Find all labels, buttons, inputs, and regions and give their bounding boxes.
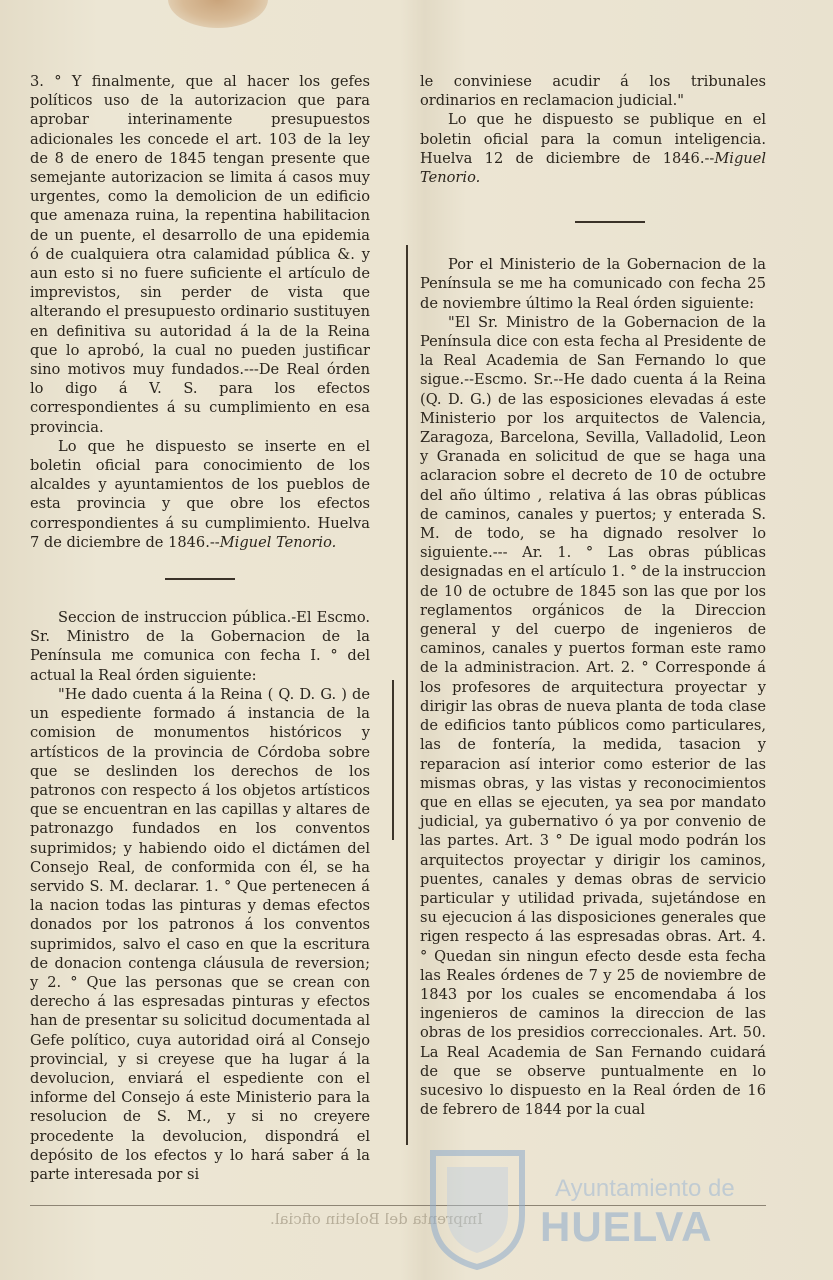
left-paragraph-2-text: Lo que he dispuesto se inserte en el boletin oficial para conocimiento de los alcaldes y ayuntamientos de los pueblos de esta provincia y que obre los efectos correspondientes á su cumplimiento. Huelva 7 de diciembre de 1846.-- bbox=[30, 437, 370, 551]
left-paragraph-4: "He dado cuenta á la Reina ( Q. D. G. ) de un espediente formado á instancia de la comision de monumentos históricos y artísticos de la provincia de Córdoba sobre que se deslinden los derechos de los patronos con respecto á los objetos artísticos que se encuentran en las capillas y altares de patronazgo fundados en los conventos suprimidos; y habiendo oido el dictámen del Consejo Real, de conformida con él, se ha servido S. M. declarar. 1. ° Que pertenecen á la nacion todas las pinturas y demas efectos donados por los patronos á los conventos suprimidos, salvo el caso en que la escritura de donacion contenga cláusula de reversion; y 2. ° Que las personas que se crean con derecho á las espresadas pinturas y efectos han de presentar su solicitud documentada al Gefe político, cuya autoridad oirá al Consejo provincial, y si creyese que ha lugar á la devolucion, enviará el espediente con el informe del Consejo á este Ministerio para la resolucion de S. M., y si no creyere procedente la devolucion, dispondrá el depósito de los efectos y lo hará saber á la parte interesada por si bbox=[30, 685, 370, 1183]
right-paragraph-4: "El Sr. Ministro de la Gobernacion de la Península dice con esta fecha al Presidente de la Real Academia de San Fernando lo que sigue.--Escmo. Sr.--He dado cuenta á la Reina (Q. D. G.) de las esposiciones elevadas á este Ministerio por los arquitectos de Valencia, Zaragoza, Barcelona, Sevilla, Valladolid, Leon y Granada en solicitud de que se haga una aclaracion sobre el decreto de 10 de octubre del año último , relativa á las obras públicas de caminos, canales y puertos; y enterada S. M. de todo, se ha dignado resolver lo siguiente.--- Ar. 1. ° Las obras públicas designadas en el artículo 1. ° de la instruccion de 10 de octubre de 1845 son las que por los reglamentos orgánicos de la Direccion general y del cuerpo de ingenieros de caminos, canales y puertos forman este ramo de la administracion. Art. 2. ° Corresponde á los profesores de arquitectura proyectar y dirigir las obras de nueva planta de toda clase de edificios tanto públicos como particulares, las de fontería, la medida, tasacion y reparacion así interior como esterior de las mismas obras, y las vistas y reconocimientos que en ellas se ejecuten, ya sea por mandato judicial, ya gubernativo ó ya por convenio de las partes. Art. 3 ° De igual modo podrán los arquitectos proyectar y dirigir los caminos, puentes, canales y demas obras de servicio particular y utilidad privada, sujetándose en su ejecucion á las disposiciones generales que rigen respecto á las espresadas obras. Art. 4. ° Quedan sin ningun efecto desde esta fecha las Reales órdenes de 7 y 25 de noviembre de 1843 por los cuales se encomendaba á los ingenieros de caminos la direccion de las obras de los presidios correccionales. Art. 50. La Real Academia de San Fernando cuidará de que se observe puntualmente en lo sucesivo lo dispuesto en la Real órden de 16 de febrero de 1844 por la cual bbox=[420, 313, 766, 1119]
right-paragraph-2-text: Lo que he dispuesto se publique en el boletin oficial para la comun inteligencia. Huelva 12 de diciembre de 1846.-- bbox=[420, 111, 766, 167]
signature-1: Miguel Tenorio. bbox=[219, 533, 337, 551]
bleed-through-text: Imprenta del Boletin oficial. bbox=[270, 1210, 483, 1228]
column-rule-left bbox=[392, 680, 394, 840]
section-separator-left bbox=[165, 578, 235, 580]
right-paragraph-1: le conviniese acudir á los tribunales ordinarios en reclamacion judicial." bbox=[420, 73, 766, 110]
left-paragraph-2 bbox=[30, 437, 370, 552]
right-column bbox=[420, 72, 766, 1119]
watermark-line-2: HUELVA bbox=[540, 1203, 713, 1250]
left-paragraph-1: 3. ° Y finalmente, que al hacer los gefes políticos uso de la autorizacion que para aprobar interinamente presupuestos adicionales les concede el art. 103 de la ley de 8 de enero de 1845 tengan presente que semejante autorizacion se limita á casos muy urgentes, como la demolicion de un edificio que amenaza ruina, la repentina habilitacion de un puente, el desarrollo de una epidemia ó de cualquiera otra calamidad pública &. y aun esto si no fuere suficiente el artículo de imprevistos, sin perder de vista que alterando el presupuesto ordinario sustituyen en definitiva su autoridad á la de la Reina que lo aprobó, la cual no pueden justificar sino motivos muy fundados.---De Real órden lo digo á V. S. para los efectos correspondientes á su cumplimiento en esa provincia. bbox=[30, 73, 370, 436]
watermark-line-1: Ayuntamiento de bbox=[555, 1175, 735, 1202]
right-paragraph-3: Por el Ministerio de la Gobernacion de la Península se me ha comunicado con fecha 25 de noviembre último la Real órden siguiente: bbox=[420, 256, 766, 312]
section-separator-right bbox=[575, 221, 645, 223]
paper-stain bbox=[168, 0, 268, 28]
signature-2: Miguel Tenorio. bbox=[420, 149, 766, 187]
left-paragraph-3: Seccion de instruccion pública.-El Escmo. Sr. Ministro de la Gobernacion de la Península me comunica con fecha I. ° del actual la Real órden siguiente: bbox=[30, 609, 370, 684]
right-paragraph-2 bbox=[420, 110, 766, 187]
column-rule-right bbox=[406, 245, 408, 1145]
left-column bbox=[30, 72, 370, 1184]
footer-rule bbox=[30, 1205, 766, 1206]
coat-of-arms-icon bbox=[425, 1145, 530, 1270]
